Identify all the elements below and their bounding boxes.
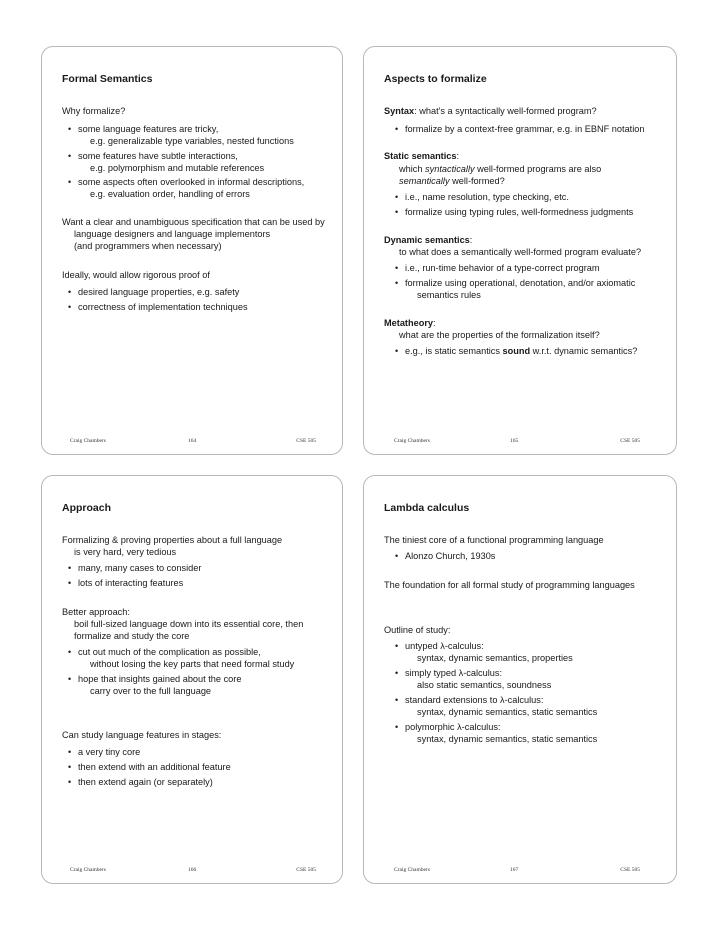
- text-line: Ideally, would allow rigorous proof of: [62, 270, 210, 280]
- text-line: language designers and language implementors: [74, 229, 271, 239]
- text-line: formalize using typing rules, well-formedness judgments: [405, 207, 634, 217]
- footer-author: Craig Chambers: [70, 438, 106, 444]
- bullet-icon: •: [68, 777, 72, 787]
- bullet-icon: •: [395, 278, 399, 288]
- text-line: what are the properties of the formalization itself?: [399, 330, 600, 340]
- text-line: semantically well-formed?: [399, 176, 505, 186]
- bullet-icon: •: [68, 563, 72, 573]
- text-line: e.g. polymorphism and mutable references: [90, 163, 265, 173]
- section-heading: Syntax: [384, 106, 415, 116]
- text-line: standard extensions to λ-calculus:: [405, 695, 544, 705]
- text-line: also static semantics, soundness: [417, 680, 552, 690]
- slide-title: Aspects to formalize: [384, 73, 487, 85]
- bullet-icon: •: [395, 263, 399, 273]
- text-line: i.e., name resolution, type checking, etc.: [405, 192, 569, 202]
- footer-course: CSE 505: [296, 438, 316, 444]
- footer-author: Craig Chambers: [394, 867, 430, 873]
- text-line: to what does a semantically well-formed program evaluate?: [399, 247, 642, 257]
- bullet-icon: •: [395, 695, 399, 705]
- bullet-icon: •: [395, 346, 399, 356]
- footer-course: CSE 505: [620, 867, 640, 873]
- text-line: boil full-sized language down into its essential core, then: [74, 619, 304, 629]
- text-line: a very tiny core: [78, 747, 141, 757]
- text-line: syntax, dynamic semantics, static semantics: [417, 707, 598, 717]
- bullet-icon: •: [68, 578, 72, 588]
- bullet-icon: •: [395, 207, 399, 217]
- text-line: then extend with an additional feature: [78, 762, 231, 772]
- text-line: e.g., is static semantics sound w.r.t. dynamic semantics?: [405, 346, 638, 356]
- bullet-icon: •: [68, 151, 72, 161]
- text-line: The foundation for all formal study of programming languages: [384, 580, 635, 590]
- text-line: without losing the key parts that need formal study: [90, 659, 295, 669]
- text-line: Static semantics:: [384, 151, 460, 161]
- bullet-icon: •: [68, 747, 72, 757]
- text-line: correctness of implementation techniques: [78, 302, 248, 312]
- text-line: some features have subtle interactions,: [78, 151, 238, 161]
- text-line: Why formalize?: [62, 106, 126, 116]
- text-line: simply typed λ-calculus:: [405, 668, 503, 678]
- bullet-icon: •: [68, 177, 72, 187]
- text-line: The tiniest core of a functional programming language: [384, 535, 604, 545]
- section-heading: Dynamic semantics: [384, 235, 470, 245]
- text-line: desired language properties, e.g. safety: [78, 287, 240, 297]
- text-line: some aspects often overlooked in informal descriptions,: [78, 177, 305, 187]
- bullet-icon: •: [395, 551, 399, 561]
- section-heading: Static semantics: [384, 151, 457, 161]
- bullet-icon: •: [395, 192, 399, 202]
- text-line: formalize using operational, denotation, and/or axiomatic: [405, 278, 636, 288]
- text-line: then extend again (or separately): [78, 777, 213, 787]
- footer-author: Craig Chambers: [394, 438, 430, 444]
- text-line: cut out much of the complication as possible,: [78, 647, 261, 657]
- bullet-icon: •: [68, 674, 72, 684]
- text-line: Alonzo Church, 1930s: [405, 551, 496, 561]
- bullet-icon: •: [68, 762, 72, 772]
- bullet-icon: •: [68, 302, 72, 312]
- slide-166: [41, 475, 343, 884]
- footer-page-number: 167: [510, 867, 519, 873]
- text-line: Metatheory:: [384, 318, 436, 328]
- bullet-icon: •: [395, 124, 399, 134]
- bullet-icon: •: [395, 641, 399, 651]
- footer-page-number: 166: [188, 867, 197, 873]
- text-line: e.g. evaluation order, handling of errors: [90, 189, 250, 199]
- text-line: (and programmers when necessary): [74, 241, 222, 251]
- text-line: many, many cases to consider: [78, 563, 202, 573]
- text-line: Syntax: what's a syntactically well-formed program?: [384, 106, 597, 116]
- text-line: syntax, dynamic semantics, static semantics: [417, 734, 598, 744]
- text-line: Formalizing & proving properties about a full language: [62, 535, 283, 545]
- slide-167: [363, 475, 677, 884]
- bullet-icon: •: [68, 647, 72, 657]
- footer-page-number: 164: [188, 438, 197, 444]
- bullet-icon: •: [395, 668, 399, 678]
- slide-title: Lambda calculus: [384, 502, 470, 514]
- text-line: Want a clear and unambiguous specification that can be used by: [62, 217, 325, 227]
- bullet-icon: •: [395, 722, 399, 732]
- bullet-icon: •: [68, 287, 72, 297]
- slide-165: [363, 46, 677, 455]
- text-line: polymorphic λ-calculus:: [405, 722, 501, 732]
- slide-title: Formal Semantics: [62, 73, 153, 85]
- text-line: Can study language features in stages:: [62, 730, 222, 740]
- footer-course: CSE 505: [620, 438, 640, 444]
- text-line: hope that insights gained about the core: [78, 674, 242, 684]
- text-line: i.e., run-time behavior of a type-correct program: [405, 263, 600, 273]
- text-line: e.g. generalizable type variables, nested functions: [90, 136, 294, 146]
- text-line: which syntactically well-formed programs are also: [399, 164, 602, 174]
- text-line: is very hard, very tedious: [74, 547, 177, 557]
- footer-author: Craig Chambers: [70, 867, 106, 873]
- text-line: syntax, dynamic semantics, properties: [417, 653, 573, 663]
- slide-164: [41, 46, 343, 455]
- bullet-icon: •: [68, 124, 72, 134]
- text-line: some language features are tricky,: [78, 124, 219, 134]
- footer-course: CSE 505: [296, 867, 316, 873]
- text-line: formalize by a context-free grammar, e.g. in EBNF notation: [405, 124, 645, 134]
- text-line: Dynamic semantics:: [384, 235, 473, 245]
- text-line: Outline of study:: [384, 625, 451, 635]
- section-heading: Metatheory: [384, 318, 434, 328]
- slide-title: Approach: [62, 502, 112, 514]
- text-line: lots of interacting features: [78, 578, 184, 588]
- footer-page-number: 165: [510, 438, 519, 444]
- text-line: Better approach:: [62, 607, 130, 617]
- text-line: untyped λ-calculus:: [405, 641, 484, 651]
- text-line: carry over to the full language: [90, 686, 212, 696]
- text-line: semantics rules: [417, 290, 481, 300]
- text-line: formalize and study the core: [74, 631, 190, 641]
